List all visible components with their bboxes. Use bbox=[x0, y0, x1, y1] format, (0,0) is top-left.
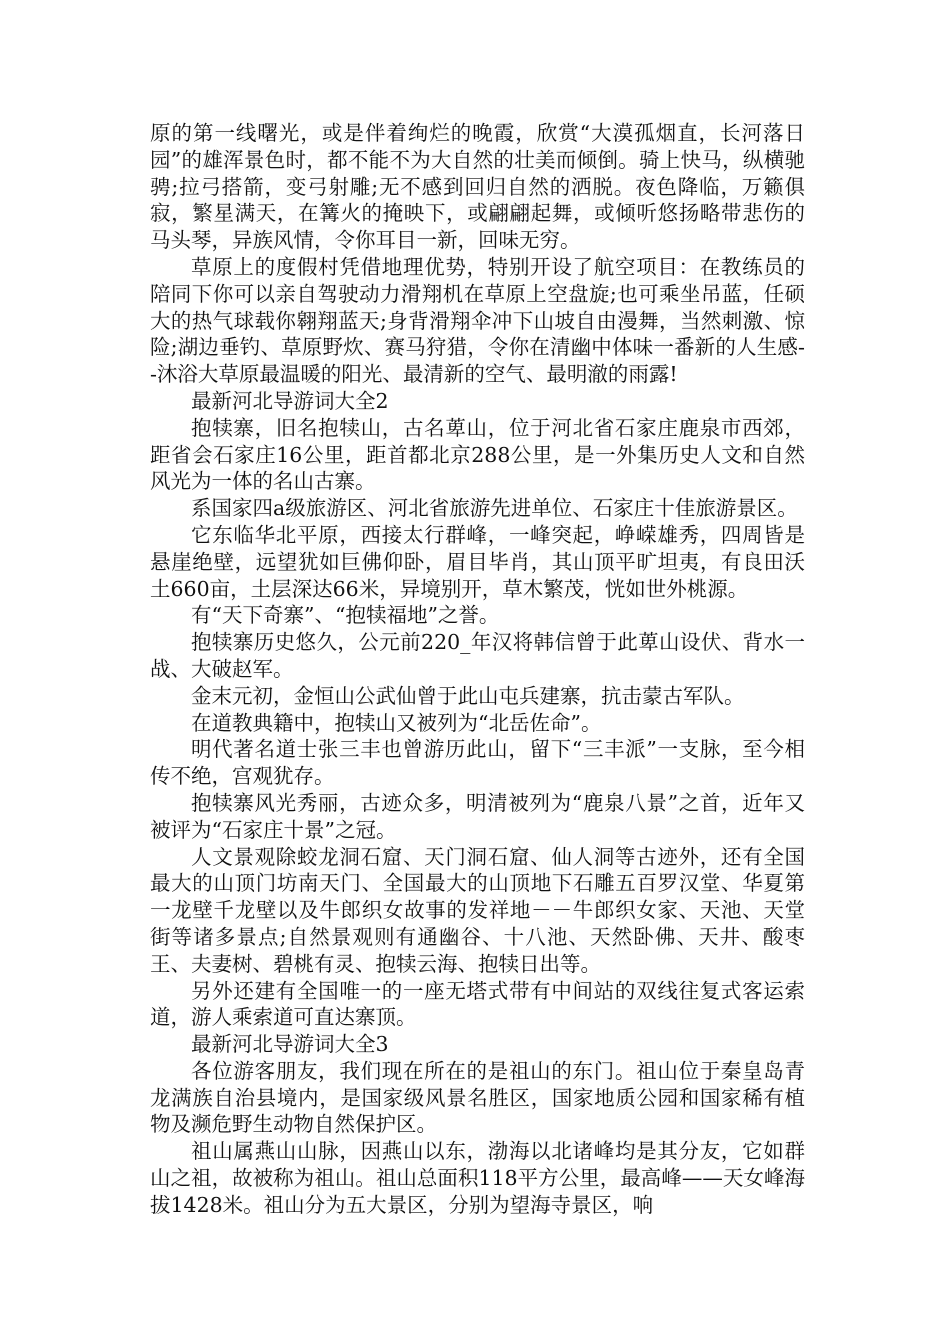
paragraph-13: 另外还建有全国唯一的一座无塔式带有中间站的双线往复式客运索道，游人乘索道可直达寨顶。 bbox=[150, 978, 805, 1030]
paragraph-4: 系国家四a级旅游区、河北省旅游先进单位、石家庄十佳旅游景区。 bbox=[191, 496, 798, 521]
paragraph-7: 抱犊寨历史悠久，公元前220_年汉将韩信曾于此萆山设伏、背水一战、大破赵军。 bbox=[150, 630, 805, 681]
section-heading-3: 最新河北导游词大全3 bbox=[191, 1032, 389, 1057]
paragraph-5: 它东临华北平原，西接太行群峰，一峰突起，峥嵘雄秀，四周皆是悬崖绝壁，远望犹如巨佛仰卧，眉目毕肖，其山顶平旷坦夷，有良田沃土660亩，土层深达66米，异境别开，草木繁茂，恍如世外桃源。 bbox=[150, 522, 805, 601]
section-heading-2: 最新河北导游词大全2 bbox=[191, 388, 389, 413]
paragraph-8: 金末元初，金恒山公武仙曾于此山屯兵建寨，抗击蒙古军队。 bbox=[191, 683, 745, 708]
paragraph-10: 明代著名道士张三丰也曾游历此山，留下“三丰派”一支脉，至今相传不绝，宫观犹存。 bbox=[150, 737, 805, 789]
paragraph-1: 原的第一线曙光，或是伴着绚烂的晚霞，欣赏“大漠孤烟直，长河落日园”的雄浑景色时，都不能不为大自然的壮美而倾倒。骑上快马，纵横驰骋;拉弓搭箭，变弓射雕;无不感到回归自然的洒脱。夜色降临，万籁俱寂，繁星满天，在篝火的掩映下，或翩翩起舞，或倾听悠扬略带悲伤的马头琴，异族风情，令你耳目一新，回味无穷。 bbox=[150, 121, 805, 253]
paragraph-14: 各位游客朋友，我们现在所在的是祖山的东门。祖山位于秦皇岛青龙满族自治县境内，是国家级风景名胜区，国家地质公园和国家稀有植物及濒危野生动物自然保护区。 bbox=[150, 1058, 805, 1137]
paragraph-15: 祖山属燕山山脉，因燕山以东，渤海以北诸峰均是其分友，它如群山之祖，故被称为祖山。祖山总面积118平方公里，最高峰——天女峰海拔1428米。祖山分为五大景区，分别为望海寺景区，响 bbox=[150, 1139, 805, 1217]
paragraph-12: 人文景观除蛟龙洞石窟、天门洞石窟、仙人洞等古迹外，还有全国最大的山顶门坊南天门、全国最大的山顶地下石雕五百罗汉堂、华夏第一龙壁千龙壁以及牛郎织女故事的发祥地－－牛郎织女家、天池、天堂街等诸多景点;自然景观则有通幽谷、十八池、天然卧佛、天井、酸枣王、夫妻树、碧桃有灵、抱犊云海、抱犊日出等。 bbox=[150, 844, 805, 976]
paragraph-11: 抱犊寨风光秀丽，古迹众多，明清被列为“鹿泉八景”之首，近年又被评为“石家庄十景”之冠。 bbox=[150, 790, 805, 842]
paragraph-3: 抱犊寨，旧名抱犊山，古名萆山，位于河北省石家庄鹿泉市西郊，距省会石家庄16公里，距首都北京288公里，是一外集历史人文和自然风光为一体的名山古寨。 bbox=[150, 415, 805, 494]
paragraph-6: 有“天下奇寨”、“抱犊福地”之誉。 bbox=[191, 603, 500, 628]
document-body bbox=[150, 120, 805, 1219]
paragraph-9: 在道教典籍中，抱犊山又被列为“北岳佐命”。 bbox=[191, 710, 602, 735]
paragraph-2: 草原上的度假村凭借地理优势，特别开设了航空项目：在教练员的陪同下你可以亲自驾驶动力滑翔机在草原上空盘旋;也可乘坐吊蓝，任硕大的热气球载你翱翔蓝天;身背滑翔伞冲下山坡自由漫舞，当然刺激、惊险;湖边垂钓、草原野炊、赛马狩猎，令你在清幽中体味一番新的人生感--沐浴大草原最温暖的阳光、最清新的空气、最明澈的雨露! bbox=[150, 254, 805, 387]
